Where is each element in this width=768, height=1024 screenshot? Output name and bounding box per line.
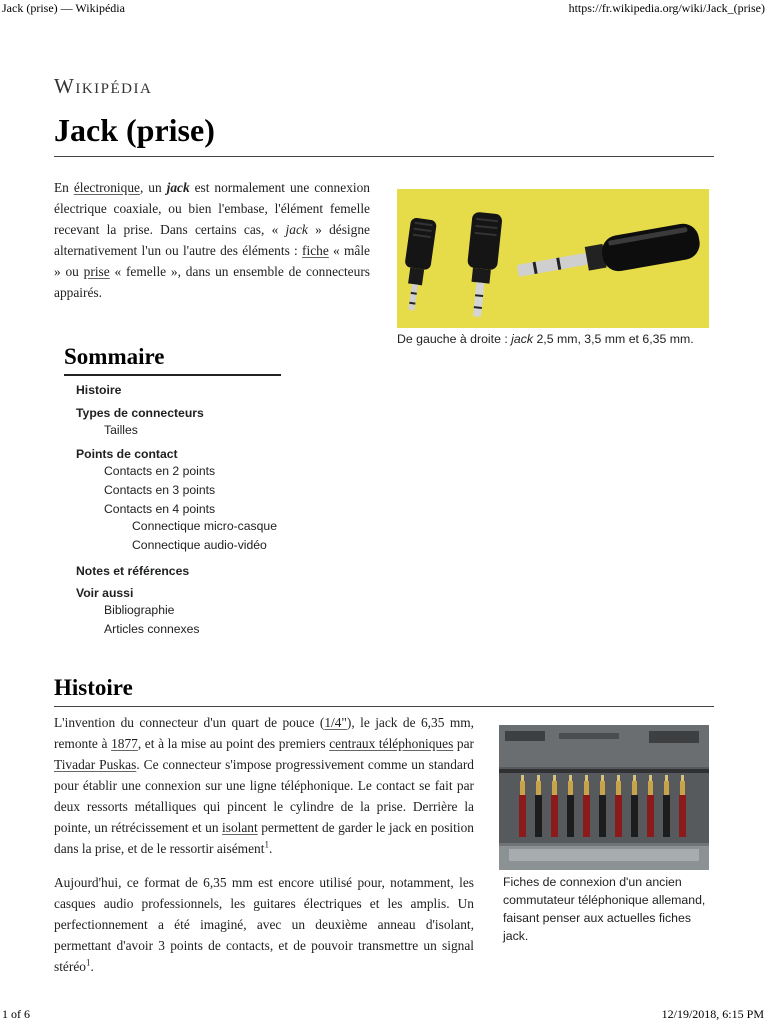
- print-date: 12/19/2018, 6:15 PM: [661, 1007, 764, 1021]
- section-title-histoire: Histoire: [54, 675, 133, 700]
- toc-item-notes-et-references[interactable]: Notes et références: [76, 564, 190, 578]
- jack-plugs-image[interactable]: [397, 189, 709, 328]
- link-isolant[interactable]: isolant: [222, 820, 258, 835]
- intro-paragraph: En électronique, un jack est normalement une connexion électrique coaxiale, ou bien l'embase, l'élément femelle recevant la prise. Dans certains cas, « jack » désigne alternativement l'un ou l'autre des éléments : fiche « mâle » ou prise « femelle », dans un ensemble de connecteurs appairés.: [54, 180, 371, 300]
- figure1-caption: De gauche à droite : jack 2,5 mm, 3,5 mm et 6,35 mm.: [397, 332, 694, 346]
- link-1877[interactable]: 1877: [111, 736, 138, 751]
- toc-item-contacts-4-points[interactable]: Contacts en 4 points: [104, 502, 216, 516]
- toc-item-connectique-audio-video[interactable]: Connectique audio-vidéo: [132, 538, 267, 552]
- toc-item-histoire[interactable]: Histoire: [76, 383, 122, 397]
- histoire-paragraph-1: L'invention du connecteur d'un quart de pouce (1/4"), le jack de 6,35 mm, remonte à 1877, et à la mise au point des premiers centraux téléphoniques par Tivadar Puskas. Ce connecteur s'impose progressivement comme un standard pour établir une connexion sur une ligne téléphonique. Le contact se fait par deux ressorts métalliques qui pincent le cylindre de la prise. Derrière la pointe, un rétrécissement et un isolant permettent de garder le jack en position dans la prise, et de le ressortir aisément$^1$.: [54, 715, 475, 856]
- switchboard-illustration: [499, 725, 709, 870]
- wikipedia-wordmark[interactable]: Wikipédia: [54, 74, 153, 98]
- link-quart-de-pouce[interactable]: 1/4": [324, 715, 347, 730]
- print-footer: [0, 1006, 768, 1024]
- toc-item-tailles[interactable]: Tailles: [104, 423, 138, 437]
- page-title: Jack (prise): [54, 112, 215, 148]
- toc-item-contacts-3-points[interactable]: Contacts en 3 points: [104, 483, 216, 497]
- jack-plugs-illustration: [397, 189, 709, 328]
- print-page-title: Jack (prise) — Wikipédia: [2, 1, 125, 15]
- link-electronique[interactable]: électronique: [73, 180, 140, 195]
- toc-item-voir-aussi[interactable]: Voir aussi: [76, 586, 134, 600]
- link-centraux-telephoniques[interactable]: centraux téléphoniques: [329, 736, 454, 751]
- print-header: [0, 0, 768, 18]
- reference-note-1[interactable]: 1: [85, 957, 91, 968]
- histoire-paragraph-2: Aujourd'hui, ce format de 6,35 mm est encore utilisé pour, notamment, les casques audio professionnels, les guitares électriques et les amplis. Un perfectionnement a été imaginé, avec un deuxième anneau d'isolant, permettant d'avoir 3 points de contacts, et de pouvoir transmettre un signal stéréo$^1$.: [54, 875, 474, 974]
- toc-item-types-de-connecteurs[interactable]: Types de connecteurs: [76, 406, 204, 420]
- toc-divider: [64, 374, 281, 376]
- print-page-count: 1 of 6: [2, 1007, 30, 1021]
- toc-item-bibliographie[interactable]: Bibliographie: [104, 603, 175, 617]
- toc-item-points-de-contact[interactable]: Points de contact: [76, 447, 178, 461]
- link-prise[interactable]: prise: [83, 264, 110, 279]
- title-divider: [54, 156, 714, 157]
- link-tivadar-puskas[interactable]: Tivadar Puskas: [54, 757, 137, 772]
- toc-item-connectique-micro-casque[interactable]: Connectique micro-casque: [132, 519, 277, 533]
- link-fiche[interactable]: fiche: [302, 243, 329, 258]
- figure2-caption: Fiches de connexion d'un ancien commutateur téléphonique allemand, faisant penser aux actuelles fiches jack.: [503, 875, 706, 943]
- toc-title: Sommaire: [64, 344, 165, 369]
- toc-item-articles-connexes[interactable]: Articles connexes: [104, 622, 200, 636]
- section-divider: [54, 706, 714, 707]
- reference-note-1[interactable]: 1: [264, 839, 269, 850]
- term-jack: jack: [166, 180, 190, 195]
- print-page-url[interactable]: https://fr.wikipedia.org/wiki/Jack_(prise): [568, 1, 765, 15]
- switchboard-plugs-image[interactable]: [499, 725, 709, 870]
- toc-item-contacts-2-points[interactable]: Contacts en 2 points: [104, 464, 216, 478]
